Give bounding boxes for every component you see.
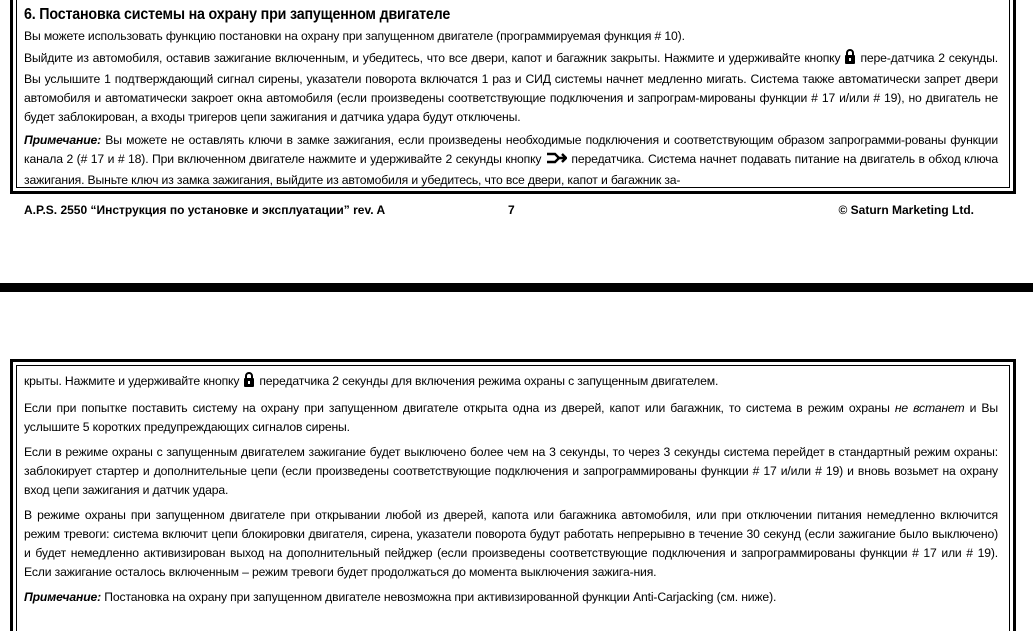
section-title: 6. Постановка системы на охрану при запущенном двигателе [24, 6, 451, 23]
intro-paragraph [24, 27, 998, 46]
note-text-end: передатчика. Система начнет подавать питание на двигатель в обход ключа зажигания. Выньте ключ из замка зажигания, выйдите из автомобиля и убедитесь, что все двери, капот и багажник за- [24, 152, 999, 187]
top-page-content [24, 6, 998, 191]
alarm-paragraph [24, 506, 998, 582]
arming-paragraph [24, 49, 998, 127]
lock-icon [243, 372, 255, 393]
arming-text-start: Выйдите из автомобиля, оставив зажигание включенным, и убедитесь, что все двери, капот и багажник закрыты. Нажмите и удерживайте кнопку [24, 51, 841, 65]
continuation-text-end: передатчика 2 секунды для включения режима охраны с запущенным двигателем. [259, 374, 719, 388]
ignition-off-paragraph [24, 443, 998, 500]
footer-copyright: © Saturn Marketing Ltd. [838, 203, 974, 217]
footer-document-title: A.P.S. 2550 “Инструкция по установке и эксплуатации” rev. A [24, 203, 386, 217]
lock-icon [844, 49, 856, 70]
note-label: Примечание: [24, 133, 102, 147]
alarm-text: В режиме охраны при запущенном двигателе при открывании любой из дверей, капота или багажника автомобиля, или при отключении питания немедленно включится режим тревоги: система включит цепи блокировки двигателя, сирена, указатели поворота будут работать непрерывно в течение 30 секунд (если зажигание было выключено) и будет немедленно активизирован выход на дополнительный пейджер (если произведены соответствующие подключения и запрограммированы функции # 17 или # 19). Если зажигание осталось включенным – режим тревоги будет продолжаться до момента выключения зажига-ния. [24, 508, 998, 579]
arming-text-end: пере-датчика 2 секунды. Вы услышите 1 подтверждающий сигнал сирены, указатели поворота включатся 1 раз и СИД системы начнет медленно мигать. Система также автоматически запрет двери автомобиля и автоматически закроет окна автомобиля (если произведены соответствующие подключения и запрограм-мированы функции # 17 и/или # 19), но двигатель не будет заблокирован, а входы тригеров цепи зажигания и датчика удара будут отключены. [24, 51, 998, 124]
ignition-off-text: Если в режиме охраны с запущенным двигателем зажигание будет выключено более чем на 3 секунды, то через 3 секунды система перейдет в стандартный режим охраны: заблокирует стартер и дополнительные цепи (если произведены соответствующие подключения и запрограммированы функции # 17 и/или # 19) и вновь возьмет на охрану вход цепи зажигания и датчик удара. [24, 445, 998, 497]
page-divider [0, 283, 1033, 292]
footer-page-number: 7 [508, 203, 515, 217]
open-door-paragraph [24, 399, 998, 437]
open-door-text-start: Если при попытке поставить систему на охрану при запущенном двигателе открыта одна из дверей, капот или багажник, то система в режим охраны [24, 401, 890, 415]
note-label: Примечание: [24, 590, 102, 604]
note-paragraph-top [24, 131, 998, 190]
bottom-page-content [24, 372, 998, 613]
intro-text: Вы можете использовать функцию постановки на охрану при запущенном двигателе (программируемая функция # 10). [24, 29, 685, 43]
engine-bypass-icon [545, 151, 567, 171]
note-paragraph-bottom [24, 588, 998, 607]
continuation-paragraph [24, 372, 998, 393]
page-footer [24, 203, 974, 219]
open-door-italic: не встанет [894, 401, 965, 415]
continuation-text-start: крыты. Нажмите и удерживайте кнопку [24, 374, 240, 388]
open-door-text-end: и Вы услышите 5 коротких предупреждающих сигналов сирены. [24, 401, 998, 434]
note-text: Постановка на охрану при запущенном двигателе невозможна при активизированной функции Anti-Carjacking (см. ниже). [104, 590, 777, 604]
note-text-start: Вы можете не оставлять ключи в замке зажигания, если произведены необходимые подключения и соответствующим образом запрограмми-рованы функции канала 2 (# 17 и # 18). При включенном двигателе нажмите и удерживайте 2 секунды кнопку [24, 133, 998, 166]
